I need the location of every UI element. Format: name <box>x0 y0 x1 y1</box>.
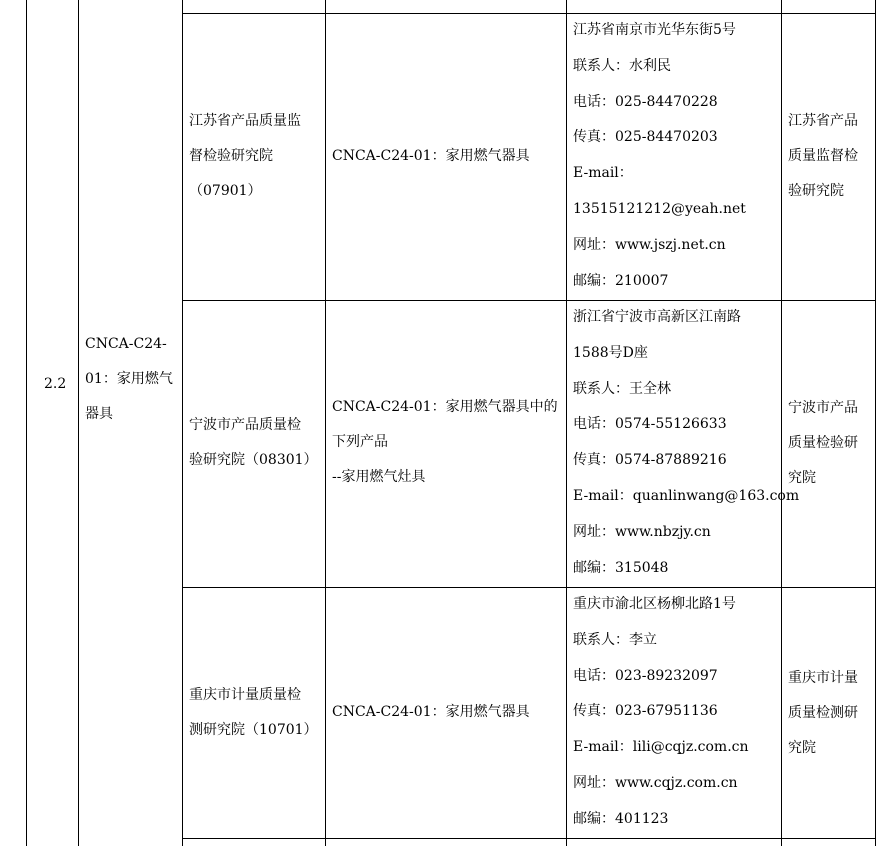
contact-line: 传真：023-67951136 <box>573 703 718 720</box>
lab-line: 测研究院（10701） <box>189 722 318 738</box>
contact-line: 13515121212@yeah.net <box>573 200 746 217</box>
contact-line: E-mail：quanlinwang@163.com <box>573 487 800 504</box>
scope-line: CNCA-C24-01：家用燃气器具 <box>332 148 530 164</box>
cert-line: 器具 <box>85 406 113 422</box>
scope-line: CNCA-C24-01：家用燃气器具 <box>332 704 530 720</box>
table-border-col2 <box>182 0 183 846</box>
contact-line: 联系人：水利民 <box>573 57 671 74</box>
lab-name-cell <box>189 678 318 748</box>
contact-line: 联系人：王全林 <box>573 380 671 397</box>
scope-line: CNCA-C24-01：家用燃气器具中的 <box>332 399 558 415</box>
contact-cell <box>573 13 746 299</box>
contact-line: 邮编：210007 <box>573 272 669 289</box>
org-line: 质量检验研 <box>788 435 858 451</box>
contact-line: 网址：www.nbzjy.cn <box>573 523 711 540</box>
org-line: 究院 <box>788 740 816 756</box>
contact-line: 传真：0574-87889216 <box>573 452 727 469</box>
scope-cell <box>332 390 558 495</box>
scope-cell <box>332 139 530 174</box>
contact-cell <box>573 300 799 586</box>
lab-name-cell <box>189 408 318 478</box>
scope-cell <box>332 695 530 730</box>
lab-line: 督检验研究院 <box>189 148 273 164</box>
contact-line: 电话：025-84470228 <box>573 93 718 110</box>
contact-line: E-mail： <box>573 165 633 182</box>
table-border-col1 <box>78 0 79 846</box>
row-divider-3 <box>182 838 876 839</box>
contact-line: 传真：025-84470203 <box>573 129 718 146</box>
contact-line: 电话：023-89232097 <box>573 667 718 684</box>
org-cell <box>788 391 858 496</box>
contact-line: 邮编：315048 <box>573 559 669 576</box>
contact-line: 网址：www.jszj.net.cn <box>573 236 726 253</box>
table-border-col4 <box>566 0 567 846</box>
table-border-right <box>875 0 876 846</box>
lab-line: 验研究院（08301） <box>189 452 318 468</box>
sequence-number: 2.2 <box>44 376 67 392</box>
org-cell <box>788 104 858 209</box>
lab-line: 宁波市产品质量检 <box>189 417 301 433</box>
contact-line: 电话：0574-55126633 <box>573 416 727 433</box>
org-line: 验研究院 <box>788 183 844 199</box>
contact-cell <box>573 587 749 838</box>
org-line: 宁波市产品 <box>788 400 858 416</box>
table-border-left <box>26 0 27 846</box>
lab-line: 重庆市计量质量检 <box>189 687 301 703</box>
org-line: 究院 <box>788 470 816 486</box>
contact-line: 网址：www.cqjz.com.cn <box>573 774 738 791</box>
org-line: 重庆市计量 <box>788 670 858 686</box>
row-divider-2 <box>182 587 876 588</box>
org-line: 质量监督检 <box>788 148 858 164</box>
cert-line: CNCA-C24- <box>85 336 167 352</box>
lab-name-cell <box>189 104 301 209</box>
contact-line: 重庆市渝北区杨柳北路1号 <box>573 596 736 612</box>
contact-line: 邮编：401123 <box>573 810 669 827</box>
table-border-col3 <box>325 0 326 846</box>
certification-rule-cell <box>85 327 173 432</box>
lab-line: 江苏省产品质量监 <box>189 113 301 129</box>
contact-line: E-mail：lili@cqjz.com.cn <box>573 739 749 756</box>
row-divider-top <box>182 13 876 14</box>
scope-line: --家用燃气灶具 <box>332 469 426 485</box>
contact-line: 江苏省南京市光华东街5号 <box>573 22 736 38</box>
contact-line: 浙江省宁波市高新区江南路 <box>573 309 741 325</box>
org-cell <box>788 661 858 766</box>
lab-line: （07901） <box>189 183 262 199</box>
org-line: 江苏省产品 <box>788 113 858 129</box>
org-line: 质量检测研 <box>788 705 858 721</box>
contact-line: 联系人：李立 <box>573 631 657 648</box>
contact-line: 1588号D座 <box>573 344 648 361</box>
scope-line: 下列产品 <box>332 434 388 450</box>
cert-line: 01：家用燃气 <box>85 371 173 387</box>
